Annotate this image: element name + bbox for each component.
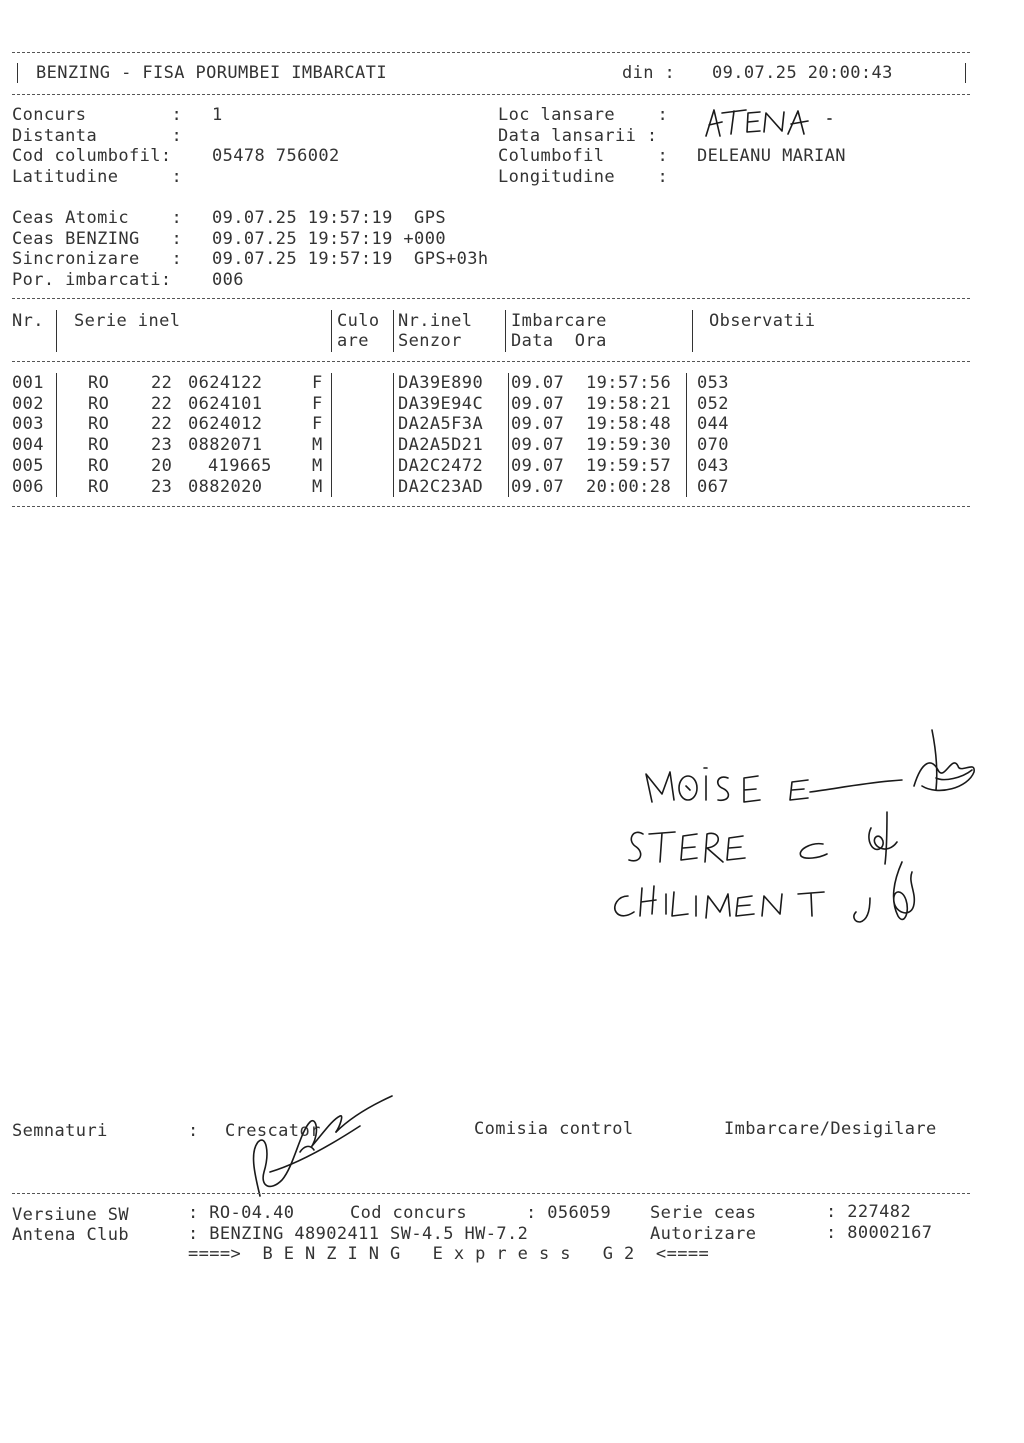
row-senzor: DA39E890 <box>398 373 484 393</box>
header-separator <box>505 310 506 352</box>
body-separator <box>686 373 687 497</box>
commission-member-1 <box>640 730 980 810</box>
versiune-sw-value: : RO-04.40 <box>188 1203 295 1223</box>
data-lansarii-label: Data lansarii : <box>498 126 658 146</box>
body-separator <box>331 373 332 497</box>
semnaturi-label: Semnaturi <box>12 1121 108 1141</box>
row-obs: 053 <box>697 373 729 393</box>
sincronizare-value: 09.07.25 19:57:19 GPS+03h <box>212 249 489 269</box>
crescator-label: Crescator <box>225 1121 321 1141</box>
row-ora: 19:57:56 <box>586 373 672 393</box>
row-sex: M <box>312 477 323 497</box>
row-nr: 002 <box>12 394 44 414</box>
header-left-border <box>17 63 18 83</box>
row-tara: RO <box>88 435 110 455</box>
row-ora: 19:59:57 <box>586 456 672 476</box>
loc-lansare-label: Loc lansare : <box>498 105 669 125</box>
commission-member-2 <box>625 808 925 868</box>
row-tara: RO <box>88 414 110 434</box>
col-header-observatii: Observatii <box>709 311 816 331</box>
row-data: 09.07 <box>511 435 565 455</box>
row-data: 09.07 <box>511 394 565 414</box>
ceas-benzing-label: Ceas BENZING : <box>12 229 183 249</box>
porumbei-imbarcati-label: Por. imbarcati: <box>12 270 172 290</box>
col-header-senzor: Senzor <box>398 331 462 351</box>
document-title: BENZING - FISA PORUMBEI IMBARCATI <box>36 63 387 83</box>
row-an: 22 <box>151 394 173 414</box>
table-top-rule <box>12 298 970 299</box>
row-tara: RO <box>88 394 110 414</box>
row-sex: F <box>312 414 323 434</box>
col-header-serie: Serie inel <box>74 311 181 331</box>
row-nr: 006 <box>12 477 44 497</box>
row-tara: RO <box>88 373 110 393</box>
imbarcare-desigilare-label: Imbarcare/Desigilare <box>724 1119 937 1139</box>
autorizare-label: Autorizare <box>650 1224 757 1244</box>
print-date-label: din : <box>622 63 676 83</box>
row-sex: F <box>312 373 323 393</box>
row-inel: 0882071 <box>188 435 263 455</box>
row-nr: 001 <box>12 373 44 393</box>
comisia-control-label: Comisia control <box>474 1119 634 1139</box>
row-ora: 19:58:48 <box>586 414 672 434</box>
col-header-culoare-2: are <box>337 331 369 351</box>
concurs-label: Concurs : <box>12 105 183 125</box>
autorizare-value: : 80002167 <box>826 1223 933 1243</box>
row-obs: 070 <box>697 435 729 455</box>
header-bottom-rule <box>12 94 970 95</box>
row-data: 09.07 <box>511 373 565 393</box>
footer-top-rule <box>12 1193 970 1194</box>
row-data: 09.07 <box>511 477 565 497</box>
header-separator <box>393 310 394 352</box>
columbofil-label: Columbofil : <box>498 146 669 166</box>
row-inel: 0624101 <box>188 394 263 414</box>
table-bottom-rule <box>12 506 970 507</box>
cod-columbofil-label: Cod columbofil: <box>12 146 172 166</box>
ceas-benzing-value: 09.07.25 19:57:19 +000 <box>212 229 446 249</box>
col-header-culoare: Culo <box>337 311 380 331</box>
commission-member-3 <box>612 860 932 930</box>
row-ora: 19:59:30 <box>586 435 672 455</box>
benzing-banner: ====> B E N Z I N G E x p r e s s G 2 <==== <box>188 1244 710 1264</box>
row-an: 23 <box>151 435 173 455</box>
row-senzor: DA2A5D21 <box>398 435 484 455</box>
latitudine-label: Latitudine : <box>12 167 183 187</box>
body-separator <box>508 373 509 497</box>
col-header-data-ora: Data Ora <box>511 331 607 351</box>
print-date-value: 09.07.25 20:00:43 <box>712 63 893 83</box>
row-inel: 0624012 <box>188 414 263 434</box>
row-senzor: DA2C23AD <box>398 477 484 497</box>
header-right-border <box>965 63 966 83</box>
antena-club-value: : BENZING 48902411 SW-4.5 HW-7.2 <box>188 1224 529 1244</box>
row-obs: 043 <box>697 456 729 476</box>
row-inel: 419665 <box>208 456 272 476</box>
row-obs: 052 <box>697 394 729 414</box>
row-tara: RO <box>88 456 110 476</box>
row-data: 09.07 <box>511 414 565 434</box>
row-inel: 0624122 <box>188 373 263 393</box>
row-an: 20 <box>151 456 173 476</box>
row-data: 09.07 <box>511 456 565 476</box>
crescator-signature <box>240 1092 400 1202</box>
serie-ceas-label: Serie ceas <box>650 1203 757 1223</box>
cod-concurs-value: : 056059 <box>526 1203 612 1223</box>
header-top-rule <box>12 52 970 53</box>
cod-concurs-label: Cod concurs <box>350 1203 467 1223</box>
row-tara: RO <box>88 477 110 497</box>
row-inel: 0882020 <box>188 477 263 497</box>
row-sex: M <box>312 435 323 455</box>
header-separator <box>56 310 57 352</box>
antena-club-label: Antena Club <box>12 1225 129 1245</box>
semnaturi-colon: : <box>188 1121 199 1141</box>
porumbei-imbarcati-value: 006 <box>212 270 244 290</box>
row-an: 23 <box>151 477 173 497</box>
row-obs: 044 <box>697 414 729 434</box>
header-separator <box>692 310 693 352</box>
col-header-imbarcare: Imbarcare <box>511 311 607 331</box>
col-header-nrinel: Nr.inel <box>398 311 473 331</box>
row-ora: 19:58:21 <box>586 394 672 414</box>
columbofil-value: DELEANU MARIAN <box>697 146 846 166</box>
body-separator <box>393 373 394 497</box>
row-senzor: DA2A5F3A <box>398 414 484 434</box>
concurs-value: 1 <box>212 105 223 125</box>
row-sex: F <box>312 394 323 414</box>
row-ora: 20:00:28 <box>586 477 672 497</box>
row-senzor: DA39E94C <box>398 394 484 414</box>
ceas-atomic-label: Ceas Atomic : <box>12 208 183 228</box>
row-an: 22 <box>151 373 173 393</box>
row-an: 22 <box>151 414 173 434</box>
versiune-sw-label: Versiune SW <box>12 1205 129 1225</box>
cod-columbofil-value: 05478 756002 <box>212 146 340 166</box>
row-nr: 005 <box>12 456 44 476</box>
sincronizare-label: Sincronizare : <box>12 249 183 269</box>
body-separator <box>56 373 57 497</box>
table-header-rule <box>12 361 970 362</box>
row-nr: 004 <box>12 435 44 455</box>
row-nr: 003 <box>12 414 44 434</box>
col-header-nr: Nr. <box>12 311 44 331</box>
row-sex: M <box>312 456 323 476</box>
loc-lansare-handwritten <box>700 104 850 140</box>
row-obs: 067 <box>697 477 729 497</box>
row-senzor: DA2C2472 <box>398 456 484 476</box>
serie-ceas-value: : 227482 <box>826 1202 912 1222</box>
distanta-label: Distanta : <box>12 126 183 146</box>
header-separator <box>331 310 332 352</box>
ceas-atomic-value: 09.07.25 19:57:19 GPS <box>212 208 446 228</box>
longitudine-label: Longitudine : <box>498 167 669 187</box>
